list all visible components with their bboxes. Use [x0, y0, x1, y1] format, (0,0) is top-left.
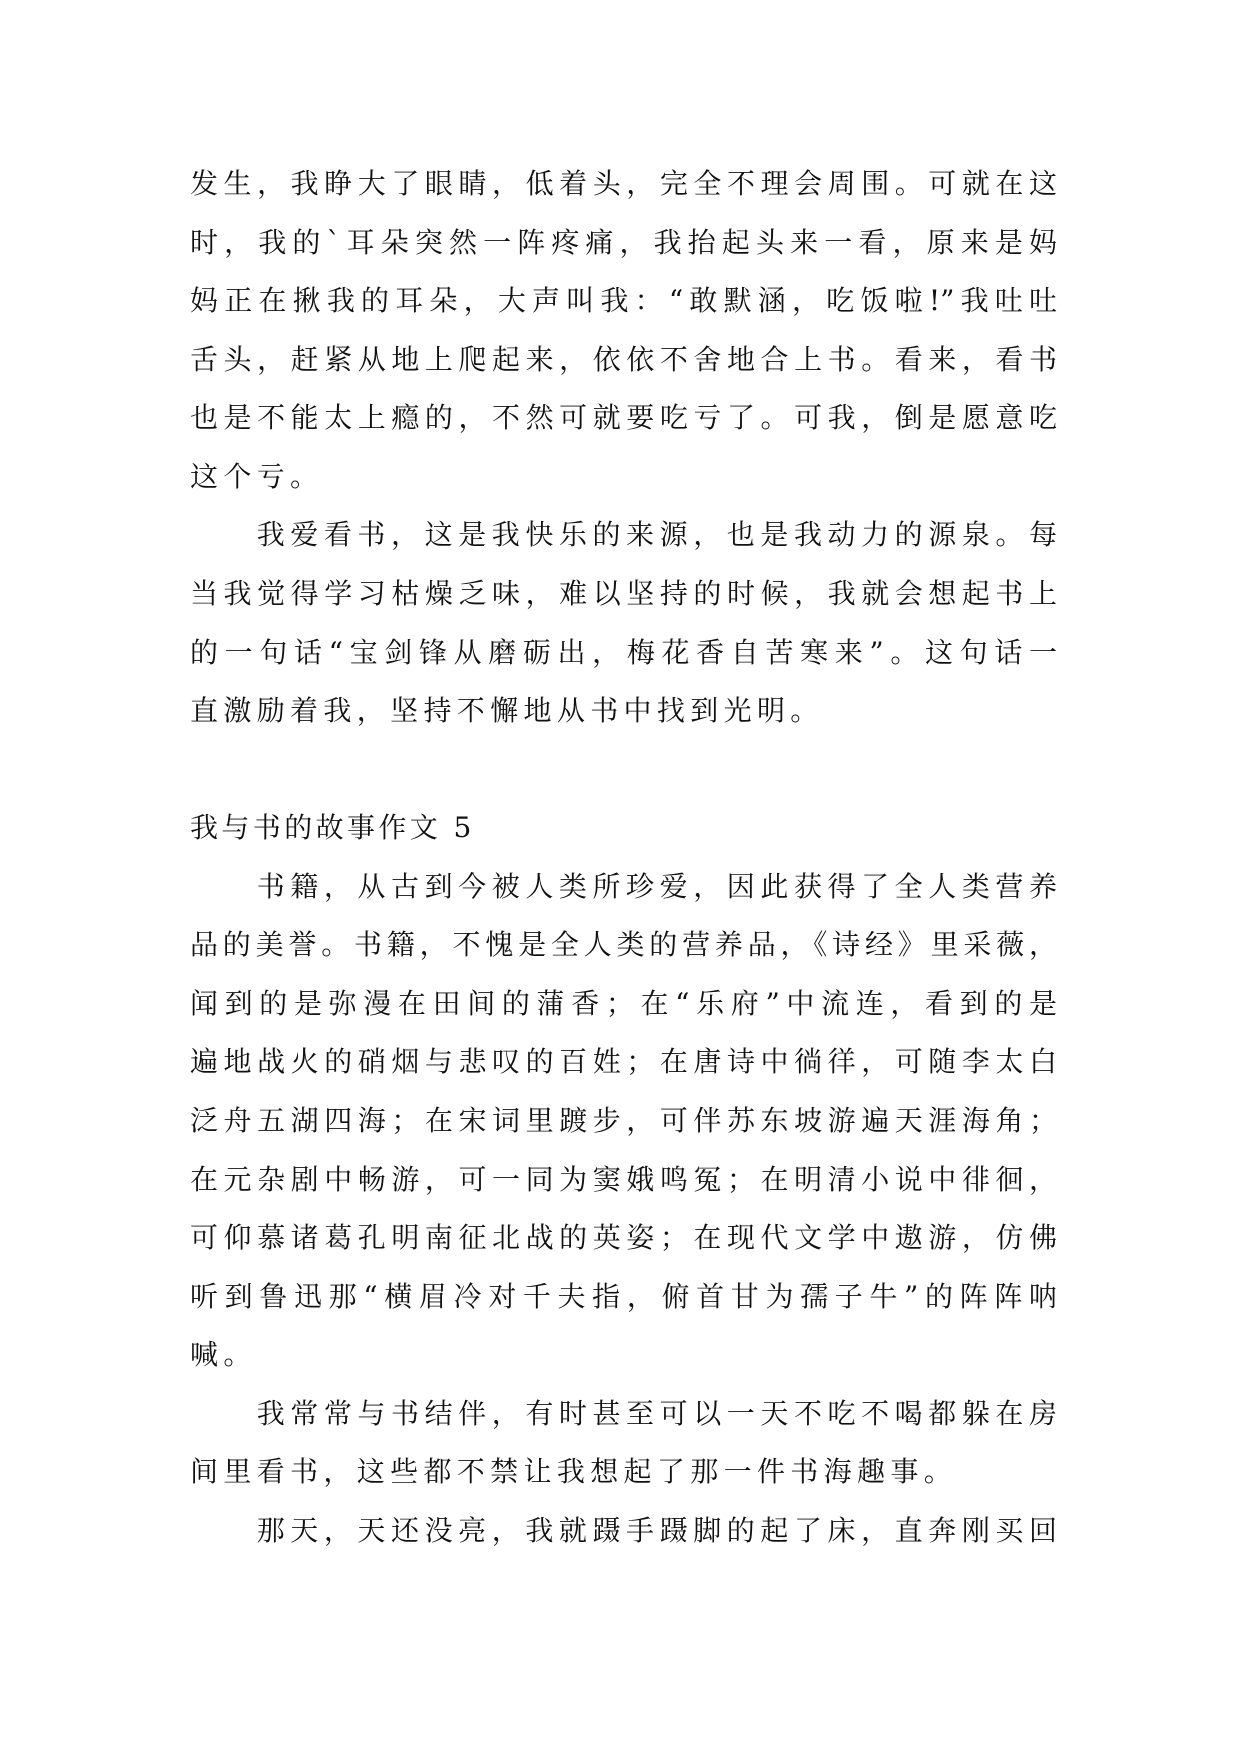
blank-line: [190, 741, 1057, 800]
text-line: 闻到的是弥漫在田间的蒲香；在“乐府”中流连，看到的是: [190, 986, 1057, 1020]
text-line: 我爱看书，这是我快乐的来源，也是我动力的源泉。每: [256, 518, 1057, 552]
document-body: [190, 155, 1057, 1561]
text-line: 听到鲁迅那“横眉冷对千夫指，俯首甘为孺子牛”的阵阵呐: [190, 1279, 1057, 1313]
text-line: 我常常与书结伴，有时甚至可以一天不吃不喝都躲在房: [256, 1396, 1057, 1430]
text-line: 那天，天还没亮，我就蹑手蹑脚的起了床，直奔刚买回: [256, 1513, 1057, 1547]
text-line: 妈正在揪我的耳朵，大声叫我：“敢默涵，吃饭啦!”我吐吐: [190, 284, 1057, 318]
text-line: 可仰慕诸葛孔明南征北战的英姿；在现代文学中遨游，仿佛: [190, 1221, 1057, 1255]
text-line: 间里看书，这些都不禁让我想起了那一件书海趣事。: [190, 1455, 958, 1489]
paragraph: [190, 858, 1057, 1385]
text-line: 舌头，赶紧从地上爬起来，依依不舍地合上书。看来，看书: [190, 342, 1057, 376]
text-line: 喊。: [190, 1338, 257, 1372]
paragraph: [190, 1385, 1057, 1502]
essay-heading: 我与书的故事作文 5: [190, 811, 475, 845]
text-line: 时，我的`耳朵突然一阵疼痛，我抬起头来一看，原来是妈: [190, 225, 1057, 259]
text-line: 当我觉得学习枯燥乏味，难以坚持的时候，我就会想起书上: [190, 576, 1057, 610]
text-line: 的一句话“宝剑锋从磨砺出，梅花香自苦寒来”。这句话一: [190, 635, 1057, 669]
paragraph: [190, 1502, 1057, 1561]
paragraph: [190, 506, 1057, 740]
text-line: 品的美誉。书籍，不愧是全人类的营养品，《诗经》里采薇，: [190, 928, 1057, 962]
text-line: 这个亏。: [190, 459, 324, 493]
text-line: 直激励着我，坚持不懈地从书中找到光明。: [190, 694, 824, 728]
text-line: 泛舟五湖四海；在宋词里踱步，可伴苏东坡游遍天涯海角；: [190, 1104, 1057, 1137]
text-line: 也是不能太上瘾的，不然可就要吃亏了。可我，倒是愿意吃: [190, 401, 1057, 435]
text-line: 遍地战火的硝烟与悲叹的百姓；在唐诗中徜徉，可随李太白: [190, 1045, 1057, 1079]
paragraph: [190, 155, 1057, 506]
text-line: 发生，我睁大了眼睛，低着头，完全不理会周围。可就在这: [190, 167, 1057, 200]
text-line: 书籍，从古到今被人类所珍爱，因此获得了全人类营养: [256, 869, 1057, 903]
text-line: 在元杂剧中畅游，可一同为窦娥鸣冤；在明清小说中徘徊，: [190, 1162, 1057, 1196]
